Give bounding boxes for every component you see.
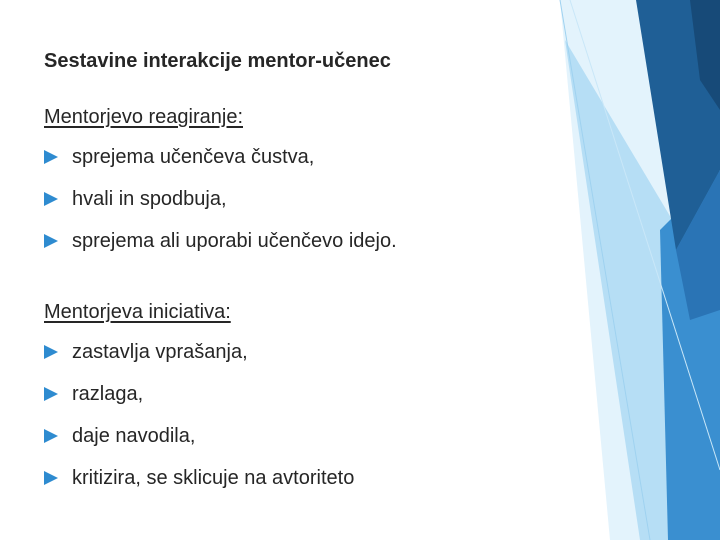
section-heading-mentor-reaction: Mentorjevo reagiranje:	[44, 106, 243, 128]
section-heading-mentor-initiative: Mentorjeva iniciativa:	[44, 301, 231, 323]
slide-title: Sestavine interakcije mentor-učenec	[44, 50, 391, 72]
list-item-text: sprejema učenčeva čustva,	[72, 146, 315, 168]
list-item-text: kritizira, se sklicuje na avtoriteto	[72, 467, 355, 489]
list-item-text: zastavlja vprašanja,	[72, 341, 248, 363]
list-item-text: sprejema ali uporabi učenčevo idejo.	[72, 230, 397, 252]
list-item-text: daje navodila,	[72, 425, 196, 447]
arrow-right-triangle-icon	[44, 429, 58, 443]
arrow-right-triangle-icon	[44, 387, 58, 401]
arrow-right-triangle-icon	[44, 192, 58, 206]
arrow-right-triangle-icon	[44, 471, 58, 485]
arrow-right-triangle-icon	[44, 234, 58, 248]
arrow-right-triangle-icon	[44, 150, 58, 164]
list-item-text: hvali in spodbuja,	[72, 188, 227, 210]
list-item-text: razlaga,	[72, 383, 144, 405]
arrow-right-triangle-icon	[44, 345, 58, 359]
